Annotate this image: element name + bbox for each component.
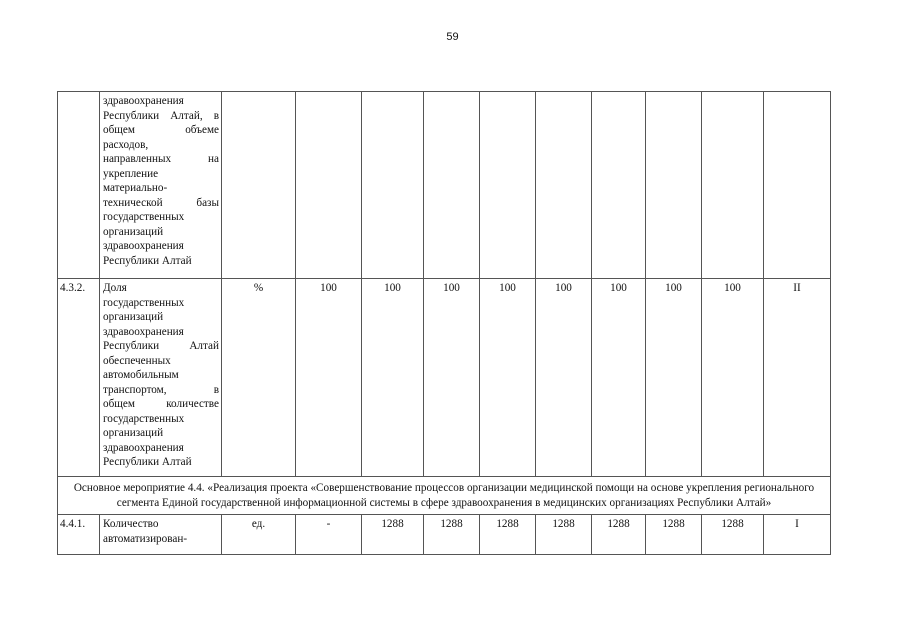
name-line: технической базы bbox=[103, 196, 219, 209]
table-row-main-event bbox=[58, 477, 831, 515]
value-cell: 100 bbox=[480, 279, 536, 477]
value-cell: 100 bbox=[592, 279, 646, 477]
unit-cell: % bbox=[222, 279, 296, 477]
value-cell bbox=[592, 92, 646, 279]
main-event-cell: Основное мероприятие 4.4. «Реализация проекта «Совершенствование процессов организации медицинской помощи на основе укрепления регионального сегмента Единой государственной информационной системы в сфере здравоохранения в медицинских организациях Республики Алтай» bbox=[58, 477, 831, 515]
value-cell bbox=[480, 92, 536, 279]
name-line: укрепление bbox=[103, 167, 159, 180]
page-number: 59 bbox=[446, 31, 459, 43]
value-cell: 100 bbox=[296, 279, 362, 477]
name-line: общем количестве bbox=[103, 398, 219, 410]
name-line: материально- bbox=[103, 182, 168, 194]
name-line: Республики Алтай, в bbox=[103, 109, 219, 122]
name-line: Республики Алтай bbox=[103, 340, 219, 352]
indicator-name-cell bbox=[100, 515, 222, 555]
name-line: Количество bbox=[103, 518, 159, 530]
value-cell: 1288 bbox=[646, 515, 702, 555]
unit-cell: ед. bbox=[222, 515, 296, 555]
type-cell: II bbox=[764, 279, 831, 477]
name-line: направленных на bbox=[103, 153, 219, 165]
row-number-cell: 4.3.2. bbox=[58, 279, 100, 477]
value-cell: 1288 bbox=[702, 515, 764, 555]
name-line: здравоохранения bbox=[103, 325, 184, 338]
value-cell bbox=[702, 92, 764, 279]
value-cell: 100 bbox=[424, 279, 480, 477]
value-cell bbox=[362, 92, 424, 279]
name-line: государственных bbox=[103, 211, 185, 223]
name-line: Республики Алтай bbox=[103, 254, 192, 267]
value-cell bbox=[296, 92, 362, 279]
value-cell: 1288 bbox=[362, 515, 424, 555]
name-line: государственных bbox=[103, 412, 185, 425]
name-line: расходов, bbox=[103, 138, 149, 151]
value-cell: - bbox=[296, 515, 362, 555]
indicator-name-cell bbox=[100, 279, 222, 477]
value-cell: 1288 bbox=[592, 515, 646, 555]
name-line: здравоохранения bbox=[103, 240, 184, 252]
table-row-4-3-2 bbox=[58, 279, 831, 477]
type-cell: I bbox=[764, 515, 831, 555]
name-line: государственных bbox=[103, 296, 185, 309]
row-number-cell bbox=[58, 92, 100, 279]
name-line: Республики Алтай bbox=[103, 456, 192, 468]
value-cell: 100 bbox=[646, 279, 702, 477]
unit-cell bbox=[222, 92, 296, 279]
value-cell: 100 bbox=[362, 279, 424, 477]
name-line: организаций bbox=[103, 311, 164, 323]
value-cell: 1288 bbox=[536, 515, 592, 555]
name-line: обеспеченных bbox=[103, 354, 171, 367]
name-line: организаций bbox=[103, 427, 164, 439]
indicators-table bbox=[57, 91, 831, 555]
value-cell: 100 bbox=[536, 279, 592, 477]
name-line: автоматизирован- bbox=[103, 532, 188, 545]
row-number-cell: 4.4.1. bbox=[58, 515, 100, 555]
value-cell bbox=[424, 92, 480, 279]
type-cell bbox=[764, 92, 831, 279]
indicator-name-cell bbox=[100, 92, 222, 279]
table-row-4-4-1 bbox=[58, 515, 831, 555]
value-cell: 1288 bbox=[424, 515, 480, 555]
value-cell: 1288 bbox=[480, 515, 536, 555]
name-line: общем объеме bbox=[103, 124, 219, 136]
value-cell bbox=[646, 92, 702, 279]
value-cell: 100 bbox=[702, 279, 764, 477]
name-line: здравоохранения bbox=[103, 95, 184, 107]
value-cell bbox=[536, 92, 592, 279]
name-line: автомобильным bbox=[103, 369, 179, 381]
name-line: Доля bbox=[103, 282, 127, 294]
table-row-continuation bbox=[58, 92, 831, 279]
name-line: транспортом, в bbox=[103, 383, 219, 396]
name-line: организаций bbox=[103, 225, 164, 238]
name-line: здравоохранения bbox=[103, 441, 184, 454]
